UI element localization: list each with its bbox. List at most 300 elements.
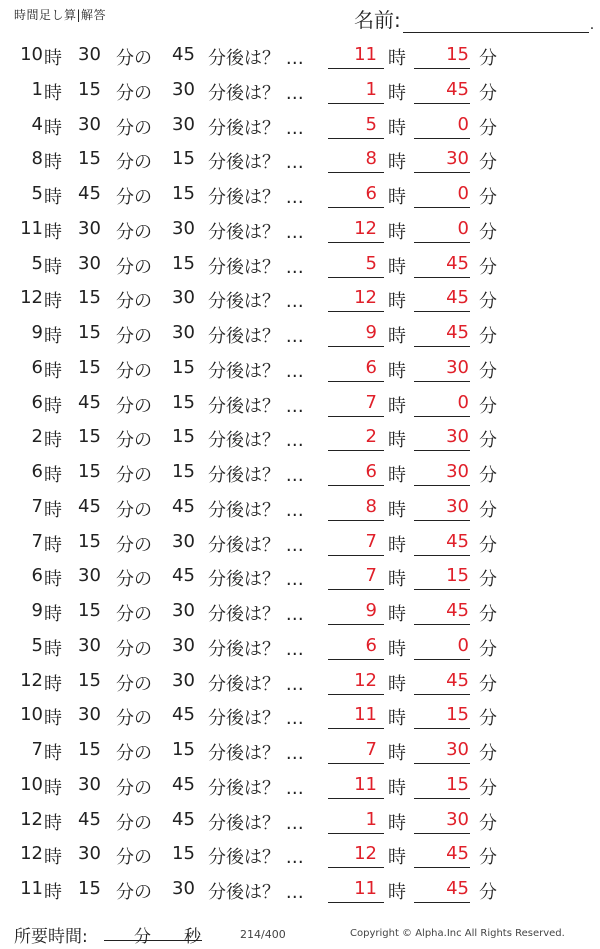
answer-minute-value: 15 [446,704,469,726]
question-tail: 分後は？ … [208,291,304,313]
answer-minute-blank-line [414,659,470,660]
question-tail: 分後は？ … [208,708,304,730]
answer-minute-unit: 分 [479,360,497,382]
start-minute-unit: 分の [116,465,152,486]
problem-row [0,109,600,144]
sheet-title: 時間足し算|解答 [14,8,107,22]
start-minute-value: 30 [78,704,101,726]
added-minutes-value: 45 [172,565,195,587]
answer-hour-value: 9 [365,322,377,343]
start-hour-value: 11 [20,878,43,899]
answer-hour-blank-line [328,416,384,417]
answer-minute-unit: 分 [479,569,497,591]
start-minute-value: 30 [78,773,101,795]
problem-row [0,804,600,839]
question-tail: 分後は？ … [208,152,304,174]
answer-minute-value: 45 [446,322,469,343]
start-hour-value: 5 [31,183,43,204]
start-minute-unit: 分の [116,117,152,139]
answer-minute-blank-line [414,555,470,556]
answer-minute-value: 30 [446,356,469,378]
answer-hour-unit: 時 [388,743,406,764]
answer-hour-blank-line [328,172,384,173]
answer-minute-value: 45 [446,78,469,100]
start-hour-value: 12 [20,808,43,830]
answer-minute-unit: 分 [479,152,497,174]
answer-hour-unit: 時 [388,847,406,869]
start-hour-value: 5 [31,252,43,274]
answer-minute-blank-line [414,68,470,69]
footer [0,920,600,946]
answer-minute-unit: 分 [479,465,497,486]
answer-minute-blank-line [414,242,470,243]
answer-minute-value: 0 [457,217,469,239]
start-hour-unit: 時 [44,291,62,313]
question-tail: 分後は？ … [208,430,304,452]
problem-row [0,213,600,248]
problem-row [0,387,600,422]
answer-hour-blank-line [328,138,384,139]
answer-minute-unit: 分 [479,743,497,764]
answer-minute-unit: 分 [479,777,497,799]
answer-hour-value: 8 [365,148,377,170]
start-hour-unit: 時 [44,395,62,417]
answer-hour-unit: 時 [388,326,406,347]
start-hour-unit: 時 [44,743,62,764]
added-minutes-value: 15 [172,461,195,482]
page-number: 214/400 [240,928,286,941]
answer-hour-blank-line [328,833,384,834]
start-hour-value: 8 [31,148,43,170]
answer-minute-value: 45 [446,878,469,899]
answer-minute-value: 30 [446,461,469,482]
problem-row [0,630,600,665]
answer-hour-unit: 時 [388,48,406,69]
problem-row [0,873,600,908]
start-minute-value: 45 [78,495,101,517]
added-minutes-value: 15 [172,183,195,204]
answer-hour-blank-line [328,902,384,903]
start-hour-value: 6 [31,356,43,378]
problem-row [0,734,600,769]
start-hour-value: 12 [20,669,43,691]
answer-hour-value: 5 [365,252,377,274]
answer-minute-unit: 分 [479,604,497,625]
start-hour-unit: 時 [44,187,62,208]
added-minutes-value: 30 [172,600,195,621]
answer-hour-blank-line [328,207,384,208]
start-hour-value: 12 [20,287,43,309]
answer-minute-unit: 分 [479,395,497,417]
answer-hour-blank-line [328,867,384,868]
start-minute-value: 45 [78,808,101,830]
start-hour-unit: 時 [44,499,62,521]
question-tail: 分後は？ … [208,569,304,591]
answer-hour-value: 12 [354,669,377,691]
problem-row [0,526,600,561]
answer-minute-unit: 分 [479,291,497,313]
start-minute-unit: 分の [116,82,152,104]
added-minutes-value: 30 [172,322,195,343]
problem-row [0,421,600,456]
start-minute-unit: 分の [116,221,152,243]
answer-hour-unit: 時 [388,673,406,695]
start-hour-unit: 時 [44,812,62,834]
problem-row [0,352,600,387]
answer-hour-value: 12 [354,843,377,865]
answer-minute-blank-line [414,346,470,347]
answer-hour-unit: 時 [388,812,406,834]
answer-minute-blank-line [414,694,470,695]
answer-minute-unit: 分 [479,256,497,278]
question-tail: 分後は？ … [208,534,304,556]
answer-minute-blank-line [414,833,470,834]
start-minute-value: 30 [78,565,101,587]
problem-row [0,769,600,804]
question-tail: 分後は？ … [208,673,304,695]
answer-hour-value: 12 [354,287,377,309]
question-tail: 分後は？ … [208,221,304,243]
answer-minute-unit: 分 [479,847,497,869]
question-tail: 分後は？ … [208,882,304,903]
question-tail: 分後は？ … [208,812,304,834]
answer-minute-value: 15 [446,565,469,587]
time-second-label: 秒 [184,927,201,947]
answer-minute-value: 45 [446,843,469,865]
question-tail: 分後は？ … [208,187,304,208]
start-hour-unit: 時 [44,48,62,69]
answer-hour-unit: 時 [388,534,406,556]
answer-minute-blank-line [414,103,470,104]
answer-hour-value: 9 [365,600,377,621]
answer-hour-value: 12 [354,217,377,239]
question-tail: 分後は？ … [208,360,304,382]
answer-hour-unit: 時 [388,777,406,799]
start-hour-value: 7 [31,530,43,552]
start-minute-unit: 分の [116,395,152,417]
answer-minute-value: 30 [446,148,469,170]
added-minutes-value: 15 [172,391,195,413]
added-minutes-value: 15 [172,356,195,378]
start-hour-value: 4 [31,113,43,135]
start-hour-unit: 時 [44,534,62,556]
start-hour-value: 10 [20,704,43,726]
copyright-notice: Copyright © Alpha.Inc All Rights Reserved. [350,928,565,939]
answer-hour-blank-line [328,520,384,521]
answer-hour-value: 11 [354,44,377,65]
question-tail: 分後は？ … [208,777,304,799]
start-minute-unit: 分の [116,187,152,208]
answer-minute-blank-line [414,728,470,729]
start-minute-unit: 分の [116,743,152,764]
answer-hour-blank-line [328,381,384,382]
problem-row [0,282,600,317]
answer-hour-value: 11 [354,704,377,726]
start-hour-unit: 時 [44,82,62,104]
answer-minute-value: 30 [446,495,469,517]
start-minute-value: 15 [78,669,101,691]
answer-hour-unit: 時 [388,291,406,313]
added-minutes-value: 45 [172,773,195,795]
answer-hour-unit: 時 [388,360,406,382]
answer-hour-value: 7 [365,530,377,552]
answer-hour-unit: 時 [388,604,406,625]
answer-hour-unit: 時 [388,256,406,278]
answer-minute-value: 30 [446,426,469,448]
start-minute-unit: 分の [116,430,152,452]
answer-hour-unit: 時 [388,117,406,139]
answer-minute-unit: 分 [479,117,497,139]
start-hour-unit: 時 [44,777,62,799]
start-hour-value: 6 [31,565,43,587]
answer-minute-unit: 分 [479,534,497,556]
answer-hour-value: 1 [365,78,377,100]
start-hour-value: 9 [31,600,43,621]
answer-minute-value: 45 [446,600,469,621]
answer-hour-value: 1 [365,808,377,830]
answer-hour-unit: 時 [388,395,406,417]
answer-minute-unit: 分 [479,187,497,208]
problem-row [0,665,600,700]
answer-minute-blank-line [414,381,470,382]
answer-minute-value: 45 [446,669,469,691]
added-minutes-value: 30 [172,217,195,239]
added-minutes-value: 30 [172,878,195,899]
added-minutes-value: 15 [172,739,195,760]
answer-minute-value: 0 [457,113,469,135]
answer-minute-blank-line [414,763,470,764]
start-minute-value: 15 [78,78,101,100]
answer-minute-blank-line [414,589,470,590]
start-minute-value: 15 [78,878,101,899]
answer-hour-unit: 時 [388,187,406,208]
start-hour-value: 5 [31,634,43,656]
answer-minute-unit: 分 [479,221,497,243]
problem-row [0,74,600,109]
start-minute-value: 45 [78,183,101,204]
added-minutes-value: 30 [172,530,195,552]
added-minutes-value: 15 [172,426,195,448]
start-minute-value: 30 [78,44,101,65]
added-minutes-value: 30 [172,287,195,309]
answer-minute-blank-line [414,277,470,278]
time-required-label: 所要時間: [14,927,88,947]
start-minute-value: 30 [78,113,101,135]
answer-hour-unit: 時 [388,221,406,243]
answer-hour-value: 11 [354,878,377,899]
start-minute-unit: 分の [116,291,152,313]
start-minute-unit: 分の [116,812,152,834]
start-minute-unit: 分の [116,882,152,903]
start-minute-value: 30 [78,634,101,656]
answer-minute-value: 45 [446,252,469,274]
start-hour-value: 1 [31,78,43,100]
start-hour-unit: 時 [44,256,62,278]
question-tail: 分後は？ … [208,743,304,764]
problem-list [0,39,600,908]
answer-minute-blank-line [414,207,470,208]
answer-hour-value: 6 [365,461,377,482]
answer-minute-value: 0 [457,183,469,204]
start-hour-value: 9 [31,322,43,343]
problem-row [0,456,600,491]
problem-row [0,143,600,178]
answer-hour-value: 7 [365,739,377,760]
answer-hour-unit: 時 [388,430,406,452]
answer-hour-blank-line [328,242,384,243]
answer-hour-blank-line [328,450,384,451]
start-minute-value: 15 [78,287,101,309]
answer-hour-value: 6 [365,183,377,204]
start-hour-unit: 時 [44,673,62,695]
start-minute-value: 30 [78,252,101,274]
start-hour-unit: 時 [44,882,62,903]
start-hour-unit: 時 [44,569,62,591]
start-minute-unit: 分の [116,256,152,278]
answer-hour-value: 8 [365,495,377,517]
answer-hour-value: 2 [365,426,377,448]
added-minutes-value: 45 [172,808,195,830]
start-hour-value: 10 [20,44,43,65]
name-end-mark: . [589,17,595,33]
start-hour-unit: 時 [44,360,62,382]
answer-minute-blank-line [414,624,470,625]
answer-minute-unit: 分 [479,82,497,104]
question-tail: 分後は？ … [208,82,304,104]
start-minute-value: 30 [78,843,101,865]
time-minute-label: 分 [134,927,151,947]
answer-minute-unit: 分 [479,673,497,695]
added-minutes-value: 30 [172,113,195,135]
start-hour-unit: 時 [44,847,62,869]
answer-minute-unit: 分 [479,638,497,660]
start-minute-unit: 分の [116,708,152,730]
answer-hour-unit: 時 [388,152,406,174]
answer-minute-unit: 分 [479,430,497,452]
answer-hour-blank-line [328,555,384,556]
answer-hour-unit: 時 [388,499,406,521]
start-minute-value: 15 [78,426,101,448]
start-hour-value: 7 [31,495,43,517]
answer-minute-blank-line [414,450,470,451]
start-minute-unit: 分の [116,673,152,695]
question-tail: 分後は？ … [208,117,304,139]
answer-minute-blank-line [414,138,470,139]
added-minutes-value: 45 [172,44,195,65]
start-minute-unit: 分の [116,569,152,591]
answer-minute-value: 0 [457,391,469,413]
answer-minute-value: 15 [446,773,469,795]
problem-row [0,39,600,74]
start-hour-value: 6 [31,461,43,482]
answer-minute-blank-line [414,485,470,486]
question-tail: 分後は？ … [208,395,304,417]
added-minutes-value: 30 [172,634,195,656]
answer-hour-blank-line [328,277,384,278]
question-tail: 分後は？ … [208,499,304,521]
start-hour-unit: 時 [44,152,62,174]
question-tail: 分後は？ … [208,256,304,278]
answer-minute-blank-line [414,520,470,521]
answer-hour-blank-line [328,68,384,69]
name-label: 名前: [354,8,401,32]
answer-minute-unit: 分 [479,812,497,834]
start-hour-unit: 時 [44,430,62,452]
answer-minute-value: 30 [446,808,469,830]
answer-hour-blank-line [328,798,384,799]
answer-hour-blank-line [328,485,384,486]
answer-hour-blank-line [328,346,384,347]
start-hour-value: 11 [20,217,43,239]
answer-hour-blank-line [328,694,384,695]
problem-row [0,317,600,352]
start-minute-unit: 分の [116,152,152,174]
start-hour-unit: 時 [44,465,62,486]
start-hour-value: 2 [31,426,43,448]
start-hour-unit: 時 [44,117,62,139]
start-hour-value: 12 [20,843,43,865]
answer-hour-blank-line [328,763,384,764]
start-minute-value: 15 [78,461,101,482]
answer-hour-value: 5 [365,113,377,135]
start-minute-value: 15 [78,530,101,552]
answer-hour-value: 11 [354,773,377,795]
answer-minute-blank-line [414,416,470,417]
problem-row [0,699,600,734]
answer-hour-value: 7 [365,391,377,413]
answer-minute-value: 45 [446,530,469,552]
added-minutes-value: 30 [172,78,195,100]
start-minute-value: 15 [78,739,101,760]
start-minute-unit: 分の [116,326,152,347]
answer-hour-unit: 時 [388,708,406,730]
answer-minute-value: 0 [457,634,469,656]
answer-minute-value: 30 [446,739,469,760]
answer-minute-unit: 分 [479,708,497,730]
answer-minute-blank-line [414,311,470,312]
problem-row [0,560,600,595]
added-minutes-value: 45 [172,495,195,517]
start-hour-unit: 時 [44,604,62,625]
answer-minute-unit: 分 [479,48,497,69]
start-minute-unit: 分の [116,360,152,382]
start-hour-unit: 時 [44,326,62,347]
answer-minute-value: 15 [446,44,469,65]
question-tail: 分後は？ … [208,847,304,869]
start-minute-value: 15 [78,600,101,621]
answer-hour-unit: 時 [388,569,406,591]
start-minute-unit: 分の [116,48,152,69]
answer-hour-value: 6 [365,356,377,378]
added-minutes-value: 45 [172,704,195,726]
start-hour-unit: 時 [44,708,62,730]
start-minute-value: 15 [78,322,101,343]
name-blank-line [403,12,589,33]
answer-hour-value: 6 [365,634,377,656]
question-tail: 分後は？ … [208,604,304,625]
start-minute-unit: 分の [116,499,152,521]
question-tail: 分後は？ … [208,638,304,660]
problem-row [0,178,600,213]
start-hour-value: 7 [31,739,43,760]
start-minute-value: 15 [78,356,101,378]
problem-row [0,838,600,873]
question-tail: 分後は？ … [208,48,304,69]
answer-minute-blank-line [414,798,470,799]
answer-minute-blank-line [414,867,470,868]
answer-hour-value: 7 [365,565,377,587]
answer-minute-unit: 分 [479,882,497,903]
